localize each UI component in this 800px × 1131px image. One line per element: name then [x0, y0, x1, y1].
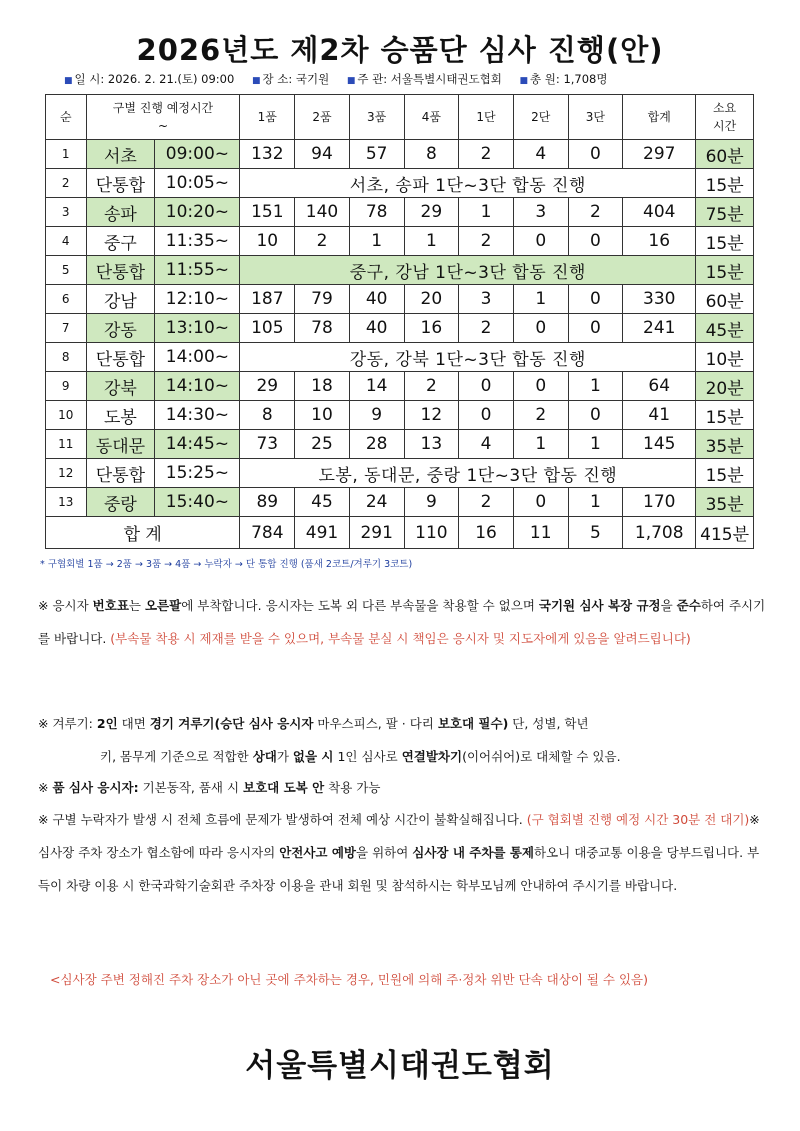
row-district: 강남 [86, 285, 155, 314]
row-sum: 145 [623, 430, 696, 459]
row-p4: 1 [404, 227, 459, 256]
row-number: 4 [46, 227, 87, 256]
row-start-time: 11:35~ [155, 227, 240, 256]
row-start-time: 14:00~ [155, 343, 240, 372]
header-p4: 4품 [404, 95, 459, 140]
total-d2: 11 [513, 517, 568, 549]
row-d3: 0 [568, 285, 623, 314]
total-d1: 16 [459, 517, 514, 549]
meta-host: ■ 주 관: 서울특별시태권도협회 [346, 72, 502, 86]
row-p4: 8 [404, 140, 459, 169]
total-d3: 5 [568, 517, 623, 549]
row-d1: 1 [459, 198, 514, 227]
row-p3: 1 [349, 227, 404, 256]
row-number: 3 [46, 198, 87, 227]
row-duration: 20분 [696, 372, 754, 401]
row-p3: 57 [349, 140, 404, 169]
row-p2: 18 [295, 372, 350, 401]
row-district: 단통합 [86, 256, 155, 285]
row-p2: 79 [295, 285, 350, 314]
header-d2: 2단 [513, 95, 568, 140]
row-duration: 15분 [696, 169, 754, 198]
header-sum: 합계 [623, 95, 696, 140]
row-p3: 24 [349, 488, 404, 517]
row-merged-note: 중구, 강남 1단~3단 합동 진행 [240, 256, 696, 285]
row-duration: 75분 [696, 198, 754, 227]
row-p4: 29 [404, 198, 459, 227]
row-district: 송파 [86, 198, 155, 227]
row-d3: 1 [568, 372, 623, 401]
row-sum: 404 [623, 198, 696, 227]
row-number: 8 [46, 343, 87, 372]
row-d3: 0 [568, 314, 623, 343]
meta-total: ■ 총 원: 1,708명 [519, 72, 608, 86]
row-d2: 0 [513, 314, 568, 343]
row-sum: 330 [623, 285, 696, 314]
row-p1: 187 [240, 285, 295, 314]
row-p1: 10 [240, 227, 295, 256]
table-row [46, 140, 754, 169]
row-p3: 14 [349, 372, 404, 401]
row-d3: 1 [568, 488, 623, 517]
row-p3: 40 [349, 285, 404, 314]
row-sum: 241 [623, 314, 696, 343]
meta-date: ■ 일 시: 2026. 2. 21.(토) 09:00 [64, 72, 235, 86]
row-start-time: 14:30~ [155, 401, 240, 430]
row-district: 도봉 [86, 401, 155, 430]
row-d2: 4 [513, 140, 568, 169]
row-p2: 10 [295, 401, 350, 430]
row-duration: 45분 [696, 314, 754, 343]
total-p3: 291 [349, 517, 404, 549]
row-duration: 35분 [696, 430, 754, 459]
row-p4: 12 [404, 401, 459, 430]
total-p4: 110 [404, 517, 459, 549]
row-d2: 0 [513, 488, 568, 517]
row-merged-note: 도봉, 동대문, 중랑 1단~3단 합동 진행 [240, 459, 696, 488]
row-start-time: 10:20~ [155, 198, 240, 227]
note-5: <심사장 주변 정해진 주차 장소가 아닌 곳에 주차하는 경우, 민원에 의해 주·정차 위반 단속 대상이 될 수 있음) [50, 972, 648, 987]
note-3: ※ 품 심사 응시자: 기본동작, 품새 시 보호대 도복 안 착용 가능 [38, 780, 381, 795]
header-order: 순 [46, 95, 87, 140]
row-start-time: 15:25~ [155, 459, 240, 488]
header-d3: 3단 [568, 95, 623, 140]
note-1: ※ 응시자 번호표는 오른팔에 부착합니다. 응시자는 도복 외 다른 부속물을 착용할 수 없으며 국기원 심사 복장 규정을 준수하여 주시기를 바랍니다. (부속물 착용 시 제재를 받을 수 있으며, 부속물 분실 시 책임은 응시자 및 지도자에게 있음을 알려드립니다) [38, 598, 766, 646]
row-district: 중랑 [86, 488, 155, 517]
row-p3: 28 [349, 430, 404, 459]
row-p2: 94 [295, 140, 350, 169]
row-p1: 132 [240, 140, 295, 169]
table-row [46, 314, 754, 343]
legend-note: * 구협회별 1품 → 2품 → 3품 → 4품 → 누락자 → 단 통합 진행 (품새 2코트/겨루기 3코트) [40, 559, 413, 570]
row-number: 12 [46, 459, 87, 488]
row-d2: 0 [513, 227, 568, 256]
row-d1: 2 [459, 140, 514, 169]
row-p2: 140 [295, 198, 350, 227]
row-d2: 1 [513, 430, 568, 459]
row-start-time: 09:00~ [155, 140, 240, 169]
row-sum: 297 [623, 140, 696, 169]
row-district: 서초 [86, 140, 155, 169]
row-start-time: 11:55~ [155, 256, 240, 285]
row-p1: 151 [240, 198, 295, 227]
row-merged-note: 강동, 강북 1단~3단 합동 진행 [240, 343, 696, 372]
row-sum: 170 [623, 488, 696, 517]
row-p3: 9 [349, 401, 404, 430]
meta-line [64, 71, 764, 87]
header-district: 구별 진행 예정시간 ~ [86, 95, 240, 140]
table-row [46, 488, 754, 517]
row-d1: 0 [459, 401, 514, 430]
row-p4: 9 [404, 488, 459, 517]
row-district: 동대문 [86, 430, 155, 459]
row-merged-note: 서초, 송파 1단~3단 합동 진행 [240, 169, 696, 198]
row-start-time: 15:40~ [155, 488, 240, 517]
row-p4: 2 [404, 372, 459, 401]
header-p2: 2품 [295, 95, 350, 140]
table-row [46, 430, 754, 459]
row-p1: 105 [240, 314, 295, 343]
row-duration: 60분 [696, 285, 754, 314]
row-d2: 3 [513, 198, 568, 227]
table-row [46, 343, 754, 372]
header-time: 소요 시간 [696, 95, 754, 140]
table-header-row [46, 95, 754, 140]
row-duration: 15분 [696, 401, 754, 430]
row-number: 2 [46, 169, 87, 198]
table-row [46, 169, 754, 198]
total-row [46, 517, 754, 549]
row-d1: 2 [459, 488, 514, 517]
row-d1: 4 [459, 430, 514, 459]
note-4: ※ 구별 누락자가 발생 시 전체 흐름에 문제가 발생하여 전체 예상 시간이 불확실해집니다. (구 협회별 진행 예정 시간 30분 전 대기)※ 심사장 주차 장소가 협소함에 따라 응시자의 안전사고 예방을 위하여 심사장 내 주차를 통제하오니 대중교통 이용을 당부드립니다. 부득이 차량 이용 시 한국과학기술회관 주차장 이용을 관내 회원 및 참석하시는 학부모님께 안내하여 주시기를 바랍니다. [38, 812, 760, 893]
row-p2: 25 [295, 430, 350, 459]
row-d2: 2 [513, 401, 568, 430]
row-d1: 3 [459, 285, 514, 314]
row-number: 6 [46, 285, 87, 314]
row-start-time: 12:10~ [155, 285, 240, 314]
row-d3: 1 [568, 430, 623, 459]
total-sum: 1,708 [623, 517, 696, 549]
total-label: 합 계 [46, 517, 240, 549]
schedule-table [45, 94, 754, 549]
row-sum: 16 [623, 227, 696, 256]
row-duration: 60분 [696, 140, 754, 169]
row-duration: 10분 [696, 343, 754, 372]
row-district: 중구 [86, 227, 155, 256]
total-duration: 415분 [696, 517, 754, 549]
row-p4: 13 [404, 430, 459, 459]
row-d2: 1 [513, 285, 568, 314]
row-duration: 15분 [696, 459, 754, 488]
total-p2: 491 [295, 517, 350, 549]
row-start-time: 10:05~ [155, 169, 240, 198]
row-district: 강북 [86, 372, 155, 401]
row-start-time: 13:10~ [155, 314, 240, 343]
row-number: 7 [46, 314, 87, 343]
row-d1: 0 [459, 372, 514, 401]
row-d3: 0 [568, 227, 623, 256]
row-p3: 40 [349, 314, 404, 343]
row-sum: 41 [623, 401, 696, 430]
row-number: 9 [46, 372, 87, 401]
row-p1: 8 [240, 401, 295, 430]
row-p2: 45 [295, 488, 350, 517]
header-d1: 1단 [459, 95, 514, 140]
row-d1: 2 [459, 314, 514, 343]
row-d2: 0 [513, 372, 568, 401]
row-duration: 15분 [696, 256, 754, 285]
table-row [46, 285, 754, 314]
meta-place: ■ 장 소: 국기원 [251, 72, 330, 86]
row-district: 단통합 [86, 169, 155, 198]
row-start-time: 14:10~ [155, 372, 240, 401]
row-d3: 2 [568, 198, 623, 227]
row-p2: 78 [295, 314, 350, 343]
row-d3: 0 [568, 140, 623, 169]
row-p4: 20 [404, 285, 459, 314]
row-district: 강동 [86, 314, 155, 343]
row-duration: 15분 [696, 227, 754, 256]
row-p1: 89 [240, 488, 295, 517]
row-duration: 35분 [696, 488, 754, 517]
row-district: 단통합 [86, 343, 155, 372]
row-number: 1 [46, 140, 87, 169]
row-p4: 16 [404, 314, 459, 343]
row-district: 단통합 [86, 459, 155, 488]
header-p3: 3품 [349, 95, 404, 140]
table-row [46, 459, 754, 488]
row-p2: 2 [295, 227, 350, 256]
row-number: 11 [46, 430, 87, 459]
row-d3: 0 [568, 401, 623, 430]
row-start-time: 14:45~ [155, 430, 240, 459]
footer-organization: 서울특별시태권도협회 [245, 1048, 555, 1084]
page-title: 2026년도 제2차 승품단 심사 진행(안) [136, 33, 664, 67]
table-row [46, 198, 754, 227]
row-d1: 2 [459, 227, 514, 256]
row-p3: 78 [349, 198, 404, 227]
total-p1: 784 [240, 517, 295, 549]
table-row [46, 227, 754, 256]
row-number: 5 [46, 256, 87, 285]
table-row [46, 372, 754, 401]
note-2: ※ 겨루기: 2인 대면 경기 겨루기(승단 심사 응시자 마우스피스, 팔 · 다리 보호대 필수) 단, 성별, 학년 키, 몸무게 기준으로 적합한 상대가 없을 시 1인 심사로 연결발차기(이어쉬어)로 대체할 수 있음. [38, 716, 621, 764]
row-sum: 64 [623, 372, 696, 401]
row-number: 10 [46, 401, 87, 430]
table-row [46, 401, 754, 430]
row-p1: 73 [240, 430, 295, 459]
row-number: 13 [46, 488, 87, 517]
table-row [46, 256, 754, 285]
row-p1: 29 [240, 372, 295, 401]
header-p1: 1품 [240, 95, 295, 140]
